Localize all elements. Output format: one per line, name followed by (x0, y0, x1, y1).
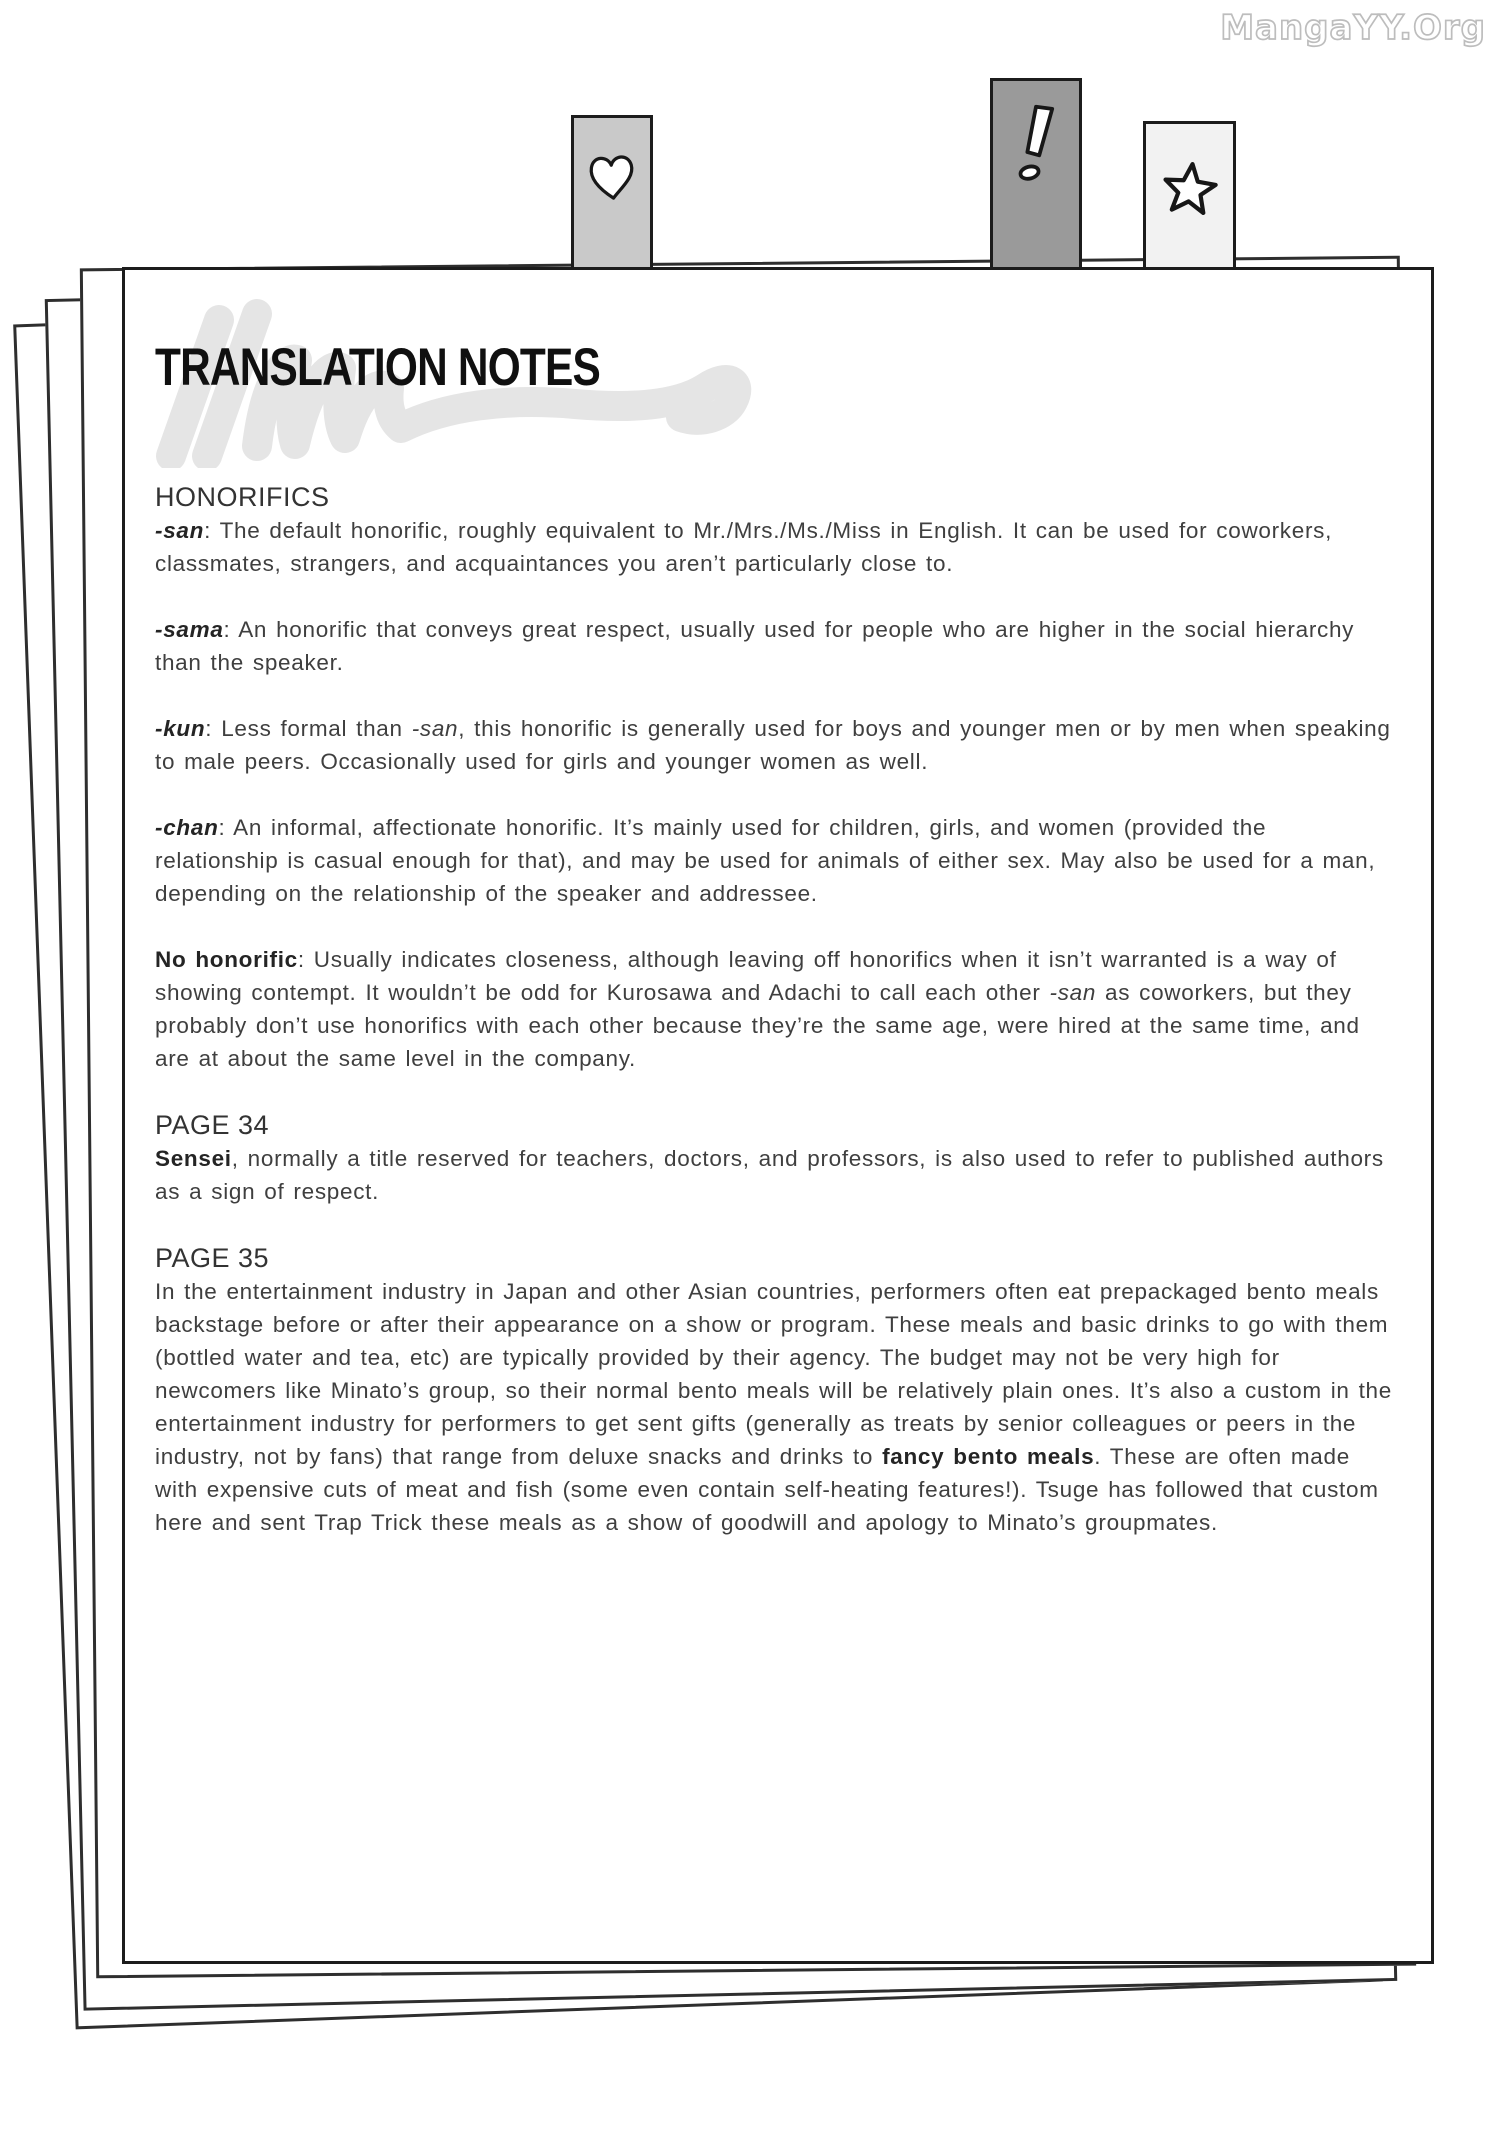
section-heading: PAGE 35 (155, 1243, 270, 1273)
exclamation-icon (1009, 103, 1063, 185)
bookmark-tab-exclamation (990, 78, 1082, 273)
text-segment: Sensei (155, 1146, 232, 1171)
paragraph (155, 613, 1393, 679)
star-icon (1159, 158, 1221, 218)
text-segment: -san (155, 518, 205, 543)
notes-page (122, 267, 1434, 1964)
text-segment: , this honorific is generally used for boys and younger men or by men when speaking to male peers. Occasionally used for girls and younger women as well. (155, 716, 1391, 774)
paragraph (155, 514, 1393, 580)
section-heading: HONORIFICS (155, 482, 330, 512)
notes-content (155, 480, 1393, 1539)
paragraph (155, 712, 1393, 778)
bookmark-tab-star (1143, 121, 1236, 273)
text-segment: : The default honorific, roughly equivalent to Mr./Mrs./Ms./Miss in English. It can be used for coworkers, classmates, strangers, and acquaintances you aren’t particularly close to. (155, 518, 1333, 576)
paragraph (155, 943, 1393, 1075)
text-segment: , normally a title reserved for teachers, doctors, and professors, is also used to refer to published authors as a sign of respect. (155, 1146, 1384, 1204)
text-segment: -chan (155, 815, 219, 840)
watermark-text: MangaYY.Org (1220, 8, 1486, 48)
text-segment: No honorific (155, 947, 298, 972)
paragraph (155, 1142, 1393, 1208)
text-segment: : Less formal than (205, 716, 412, 741)
text-segment: : An honorific that conveys great respect, usually used for people who are higher in the social hierarchy than the speaker. (155, 617, 1355, 675)
text-segment: -kun (155, 716, 206, 741)
text-segment: : Usually indicates closeness, although leaving off honorifics when it isn’t warranted is a way of showing contempt. It wouldn’t be odd for Kurosawa and Adachi to call each other (155, 947, 1337, 1005)
text-segment: In the entertainment industry in Japan and other Asian countries, performers often eat prepackaged bento meals backstage before or after their appearance on a show or program. These meals and basic drinks to go with them (bottled water and tea, etc) are typically provided by their agency. The budget may not be very high for newcomers like Minato’s group, so their normal bento meals will be relatively plain ones. It’s also a custom in the entertainment industry for performers to get sent gifts (generally as treats by senior colleagues or peers in the industry, not by fans) that range from deluxe snacks and drinks to (155, 1279, 1392, 1469)
text-segment: . These are often made with expensive cuts of meat and fish (some even contain self-heating features!). Tsuge has followed that custom here and sent Trap Trick these meals as a show of goodwill and apology to Minato’s groupmates. (155, 1444, 1379, 1535)
text-segment: fancy bento meals (882, 1444, 1095, 1469)
paragraph (155, 811, 1393, 910)
text-segment: : An informal, affectionate honorific. It’s mainly used for children, girls, and women (provided the relationship is casual enough for that), and may be used for animals of either sex. May also be used for a man, depending on the relationship of the speaker and addressee. (155, 815, 1376, 906)
heart-icon (585, 148, 639, 204)
text-segment: as coworkers, but they probably don’t use honorifics with each other because they’re the same age, were hired at the same time, and are at about the same level in the company. (155, 980, 1360, 1071)
bookmark-tab-heart (571, 115, 653, 273)
text-segment: -san (1049, 980, 1097, 1005)
section-heading: PAGE 34 (155, 1110, 270, 1140)
paragraph (155, 1275, 1393, 1539)
text-segment: -san (411, 716, 459, 741)
page-title: TRANSLATION NOTES (155, 338, 600, 397)
text-segment: -sama (155, 617, 224, 642)
site-watermark (1190, 2, 1490, 54)
page-inner (125, 270, 1431, 1539)
